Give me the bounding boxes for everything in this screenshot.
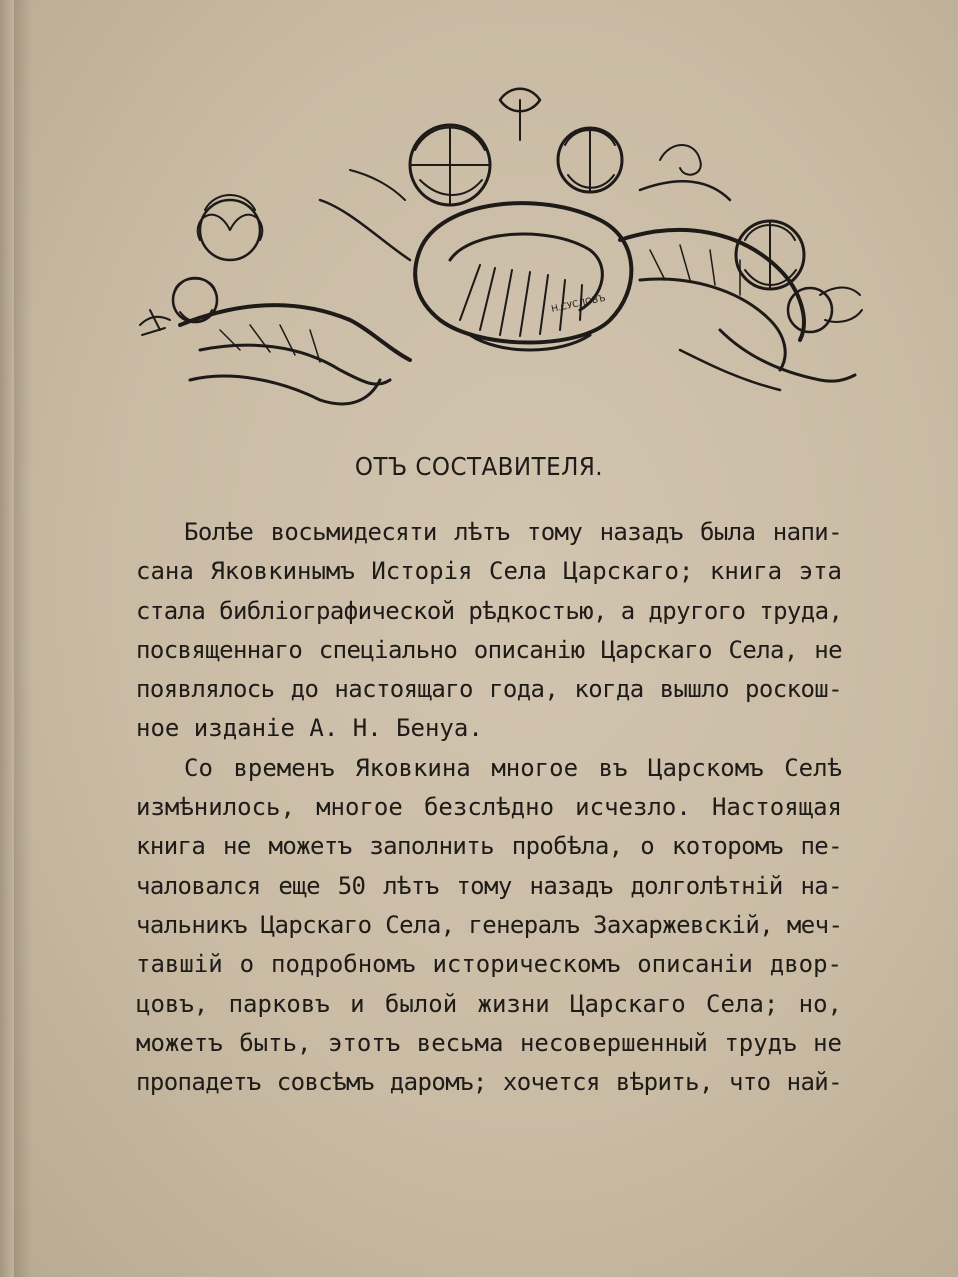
text-line: измѣнилось, многое безслѣдно исчезло. Настоящая bbox=[136, 793, 842, 822]
text-line: ное изданіе А. Н. Бенуа. bbox=[136, 714, 483, 743]
text-line: чальникъ Царскаго Села, генералъ Захаржевскій, меч- bbox=[136, 910, 843, 939]
text-line: посвященнаго спеціально описанію Царскаго Села, не bbox=[136, 635, 842, 664]
floral-vignette bbox=[120, 80, 870, 410]
text-line: сана Яковкинымъ Исторія Села Царскаго; книга эта bbox=[136, 557, 842, 586]
text-line: стала библіографической рѣдкостью, а другого труда, bbox=[136, 596, 843, 625]
text-line: книга не можетъ заполнить пробѣла, о которомъ пе- bbox=[136, 832, 842, 861]
text-line: чаловался еще 50 лѣтъ тому назадъ долголѣтній на- bbox=[136, 871, 842, 900]
text-line: можетъ быть, этотъ весьма несовершенный трудъ не bbox=[136, 1028, 842, 1057]
gutter-shadow bbox=[14, 0, 32, 1277]
text-line: тавшій о подробномъ историческомъ описаніи двор- bbox=[136, 950, 842, 979]
text-line: Болѣе восьмидесяти лѣтъ тому назадъ была напи- bbox=[184, 518, 842, 546]
section-heading: ОТЪ СОСТАВИТЕЛЯ. bbox=[354, 452, 604, 481]
text-line: Со временъ Яковкина многое въ Царскомъ Селѣ bbox=[184, 753, 842, 782]
vignette-signature: Н.СУСЛОВЪ bbox=[550, 293, 607, 315]
text-line: пропадетъ совсѣмъ даромъ; хочется вѣрить, что най- bbox=[136, 1068, 842, 1097]
body-text bbox=[136, 513, 842, 1102]
text-line: появлялось до настоящаго года, когда вышло роскош- bbox=[136, 675, 842, 704]
page-gutter bbox=[0, 0, 14, 1277]
text-line: цовъ, парковъ и былой жизни Царскаго Села; но, bbox=[136, 989, 842, 1018]
